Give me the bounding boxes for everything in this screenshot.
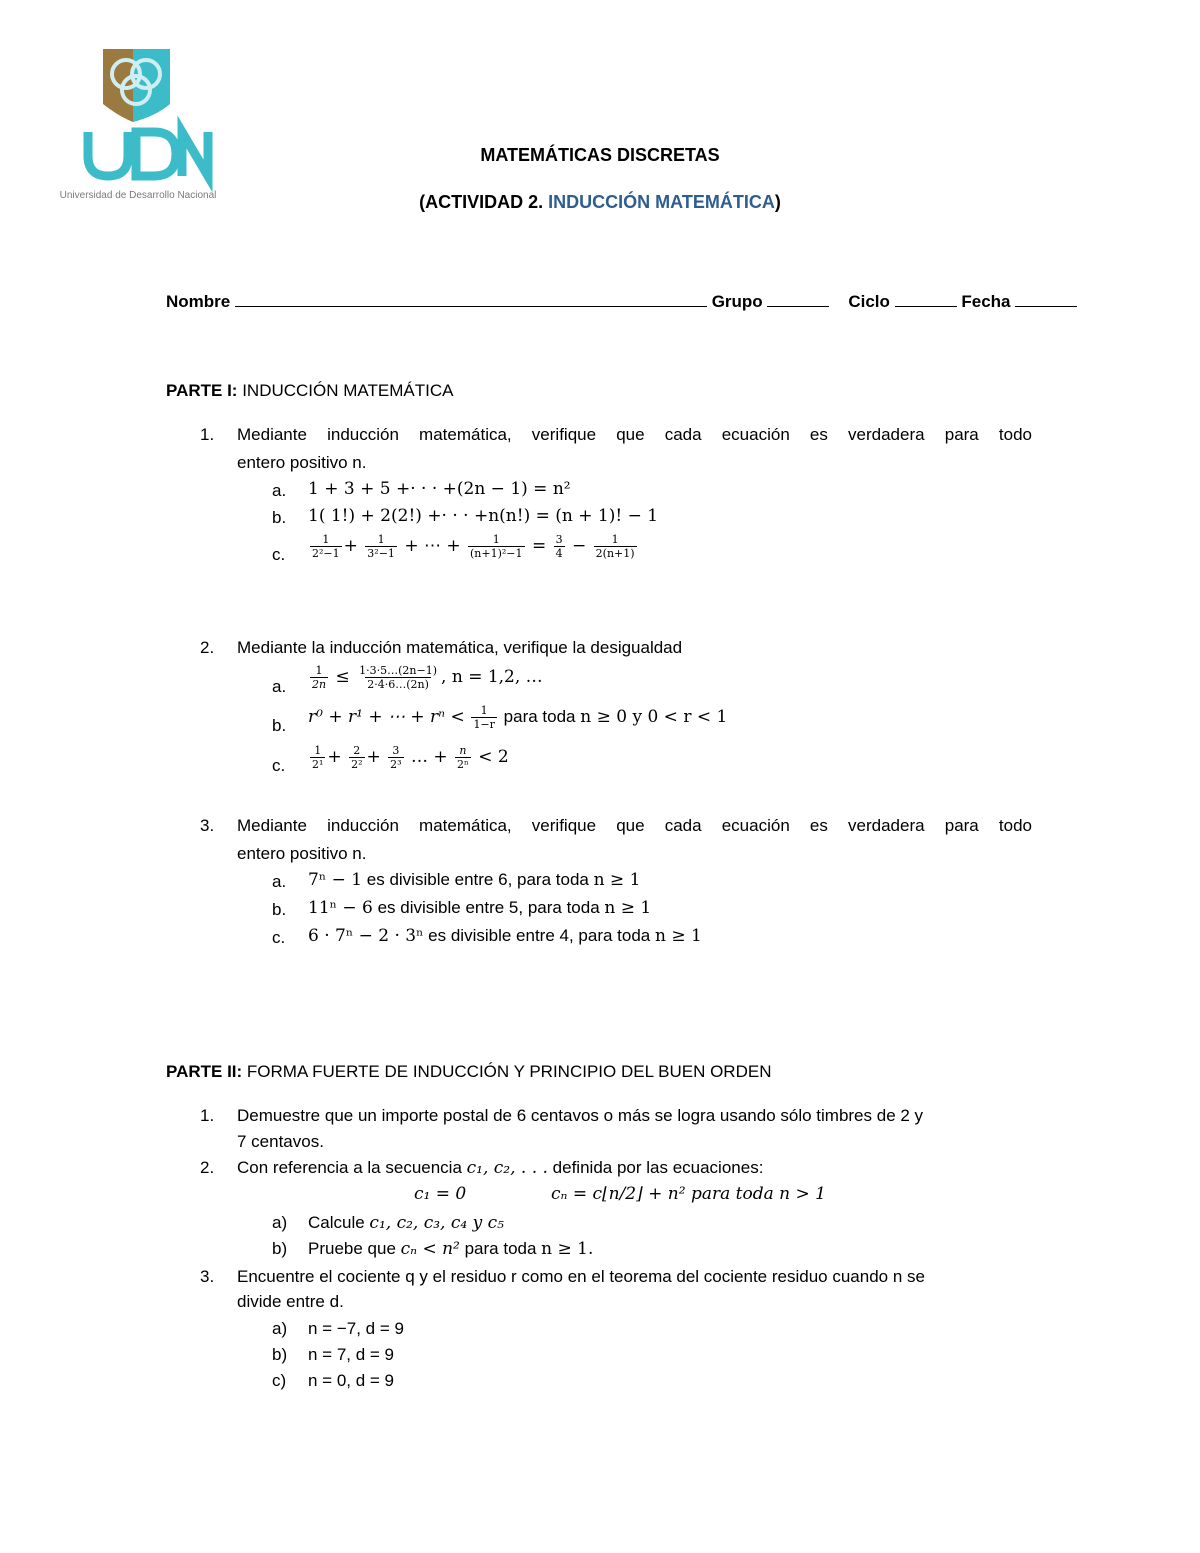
q2-number: 2. bbox=[200, 638, 215, 657]
fraction bbox=[349, 744, 364, 771]
math-term: 1 bbox=[480, 704, 488, 717]
fraction bbox=[468, 533, 525, 560]
q2b-letter: b. bbox=[272, 716, 287, 735]
part2-title: FORMA FUERTE DE INDUCCIÓN Y PRINCIPIO DEL BUEN ORDEN bbox=[242, 1062, 772, 1081]
math-term: cₙ < n² bbox=[400, 1239, 460, 1259]
p2q3a-text: n = −7, d = 9 bbox=[308, 1319, 404, 1338]
fraction bbox=[594, 533, 637, 560]
math-term: es divisible entre 6, para toda bbox=[362, 870, 594, 889]
p2q3c-letter: c) bbox=[272, 1371, 287, 1390]
math-term: = bbox=[531, 536, 547, 556]
fraction bbox=[554, 533, 565, 560]
fraction bbox=[310, 533, 342, 560]
p2q3-text-2: divide entre d. bbox=[237, 1292, 344, 1311]
subtitle-suffix: ) bbox=[774, 192, 781, 212]
q3a-letter: a. bbox=[272, 872, 287, 891]
math-term: n ≥ 1. bbox=[541, 1239, 594, 1259]
page-subtitle bbox=[260, 192, 940, 213]
math-term: 6 · 7ⁿ − 2 · 3ⁿ bbox=[308, 926, 424, 946]
math-term: 2³ bbox=[390, 758, 402, 771]
group-field[interactable] bbox=[767, 292, 829, 307]
math-term: 1·3·5…(2n−1) bbox=[359, 664, 438, 677]
fraction bbox=[310, 744, 325, 771]
q1b-letter: b. bbox=[272, 508, 287, 527]
fraction bbox=[455, 744, 471, 771]
math-term: n bbox=[459, 744, 467, 757]
math-term: 2n bbox=[312, 678, 327, 691]
math-term: (n+1)²−1 bbox=[470, 547, 523, 560]
math-term: c₁, c₂, . . . bbox=[466, 1158, 548, 1178]
subtitle-highlight: INDUCCIÓN MATEMÁTICA bbox=[548, 192, 775, 212]
math-term: Calcule bbox=[308, 1213, 370, 1232]
math-term: 4 bbox=[555, 547, 563, 560]
p2q1-text: Demuestre que un importe postal de 6 centavos o más se logra usando sólo timbres de 2 y bbox=[237, 1106, 924, 1125]
fraction bbox=[310, 664, 328, 691]
student-info-form bbox=[166, 292, 1077, 312]
math-term: 1 bbox=[377, 533, 385, 546]
q3c-item bbox=[308, 926, 702, 946]
math-term: para toda bbox=[503, 706, 576, 726]
math-term: n ≥ 0 y 0 < r < 1 bbox=[580, 706, 728, 727]
math-term: 1 bbox=[322, 533, 330, 546]
math-term: , n = 1,2, … bbox=[441, 667, 543, 687]
math-term: 7ⁿ − 1 bbox=[308, 870, 363, 890]
p2q1-number: 1. bbox=[200, 1106, 215, 1125]
math-term: 2²−1 bbox=[312, 547, 340, 560]
part1-label: PARTE I: bbox=[166, 381, 238, 400]
math-term: Con referencia a la secuencia bbox=[237, 1158, 467, 1177]
math-term: 2² bbox=[351, 758, 363, 771]
math-term: para toda bbox=[459, 1239, 542, 1258]
q1c-letter: c. bbox=[272, 545, 286, 564]
math-term: 2ⁿ bbox=[457, 758, 469, 771]
math-term: 2 bbox=[353, 744, 361, 757]
math-term: 1 bbox=[492, 533, 500, 546]
p2q3c-text: n = 0, d = 9 bbox=[308, 1371, 395, 1390]
q3c-letter: c. bbox=[272, 928, 286, 947]
fraction bbox=[388, 744, 403, 771]
p2q2-text bbox=[237, 1158, 763, 1178]
q2a-letter: a. bbox=[272, 677, 287, 696]
math-term: + ⋯ + bbox=[404, 536, 461, 556]
part1-title: INDUCCIÓN MATEMÁTICA bbox=[237, 381, 454, 400]
date-label: Fecha bbox=[961, 292, 1011, 311]
q2b-expr bbox=[308, 704, 727, 731]
group-label: Grupo bbox=[711, 292, 763, 311]
svg-text:Universidad de Desarrollo Naci: Universidad de Desarrollo Nacional bbox=[59, 190, 217, 201]
q1b-expr: 1( 1!) + 2(2!) +· · · +n(n!) = (n + 1)! − 1 bbox=[308, 506, 659, 526]
p2q1-text-2: 7 centavos. bbox=[237, 1132, 324, 1151]
math-term: 2(n+1) bbox=[595, 547, 635, 560]
part2-label: PARTE II: bbox=[166, 1062, 243, 1081]
q1a-letter: a. bbox=[272, 481, 287, 500]
math-term: 1 bbox=[611, 533, 619, 546]
q3-number: 3. bbox=[200, 816, 215, 835]
math-term: n ≥ 1 bbox=[593, 870, 641, 890]
math-term: < 2 bbox=[478, 747, 509, 767]
q2c-expr: $\frac{1}{\text{2¹}}$ + $\frac{2}{\text{2²}}$ + $\frac{3}{\text{2³}}$ … + $\frac{n}{\text{2ⁿ}}$ < 2 bbox=[312, 744, 509, 771]
q1-number: 1. bbox=[200, 425, 215, 444]
date-field[interactable] bbox=[1015, 292, 1077, 307]
math-term: 1−r bbox=[473, 718, 495, 731]
p2q3b-text: n = 7, d = 9 bbox=[308, 1345, 395, 1364]
math-term: − bbox=[572, 536, 587, 556]
p2q3-number: 3. bbox=[200, 1267, 215, 1286]
q3a-item bbox=[308, 870, 640, 890]
q2-text: Mediante la inducción matemática, verifique la desigualdad bbox=[237, 638, 683, 657]
q1-text: Mediante inducción matemática, verifique que cada ecuación es verdadera para todo bbox=[237, 425, 1032, 444]
math-term: 3²−1 bbox=[367, 547, 395, 560]
part2-heading bbox=[166, 1062, 771, 1082]
q3-text: Mediante inducción matemática, verifique que cada ecuación es verdadera para todo bbox=[237, 816, 1032, 835]
math-term: definida por las ecuaciones: bbox=[547, 1158, 764, 1177]
p2q3-text: Encuentre el cociente q y el residuo r como en el teorema del cociente residuo cuando n se bbox=[237, 1267, 925, 1286]
q1a-expr: 1 + 3 + 5 +· · · +(2n − 1) = n² bbox=[308, 479, 571, 499]
p2q2-eq1: c₁ = 0 bbox=[414, 1184, 467, 1204]
q2a-expr bbox=[308, 664, 543, 691]
part1-heading bbox=[166, 381, 453, 401]
math-term: n ≥ 1 bbox=[654, 926, 702, 946]
math-term: ≤ bbox=[335, 667, 350, 687]
fraction bbox=[357, 664, 439, 691]
math-term: 2·4·6…(2n) bbox=[367, 678, 429, 691]
q3b-item bbox=[308, 898, 651, 918]
cycle-label: Ciclo bbox=[848, 292, 890, 311]
math-term: es divisible entre 4, para toda bbox=[423, 926, 655, 945]
subtitle-prefix: (ACTIVIDAD 2. bbox=[419, 192, 549, 212]
p2q2b-item bbox=[308, 1239, 593, 1259]
math-term: 2¹ bbox=[312, 758, 324, 771]
p2q3b-letter: b) bbox=[272, 1345, 288, 1364]
p2q3a-letter: a) bbox=[272, 1319, 288, 1338]
q1-text-2: entero positivo n. bbox=[237, 453, 367, 472]
math-term: c₁, c₂, c₃, c₄ y c₅ bbox=[369, 1213, 504, 1233]
q3b-letter: b. bbox=[272, 900, 287, 919]
math-term: es divisible entre 5, para toda bbox=[372, 898, 605, 917]
fraction bbox=[471, 704, 496, 731]
math-term: … + bbox=[410, 747, 448, 767]
name-label: Nombre bbox=[166, 292, 231, 311]
p2q2b-letter: b) bbox=[272, 1239, 288, 1258]
q1c-expr: $\frac{1}{\text{2²−1}}$ + $\frac{1}{\text{3²−1}}$ + ⋯ + $\frac{1}{\text{(n+1)²−1}}$ = $\frac{3}{4}$ − $\frac{1}{2(n+1)}$ bbox=[312, 533, 635, 560]
math-term: 1 bbox=[315, 664, 323, 677]
name-field[interactable] bbox=[235, 292, 707, 307]
math-term: 1 bbox=[314, 744, 322, 757]
p2q2a-item bbox=[308, 1213, 504, 1233]
page-title: MATEMÁTICAS DISCRETAS bbox=[480, 145, 720, 165]
fraction bbox=[365, 533, 397, 560]
math-term: n ≥ 1 bbox=[604, 898, 652, 918]
math-term: 3 bbox=[392, 744, 400, 757]
p2q2-number: 2. bbox=[200, 1158, 215, 1177]
q2c-letter: c. bbox=[272, 756, 286, 775]
cycle-field[interactable] bbox=[895, 292, 957, 307]
udn-logo bbox=[58, 44, 218, 204]
math-term: 11ⁿ − 6 bbox=[308, 898, 373, 918]
p2q2a-letter: a) bbox=[272, 1213, 288, 1232]
math-term: Pruebe que bbox=[308, 1239, 401, 1258]
math-term: 3 bbox=[555, 533, 563, 546]
math-term: r⁰ + r¹ + ⋯ + rⁿ < bbox=[308, 706, 465, 727]
udn-shield-icon bbox=[58, 44, 218, 204]
q3-text-2: entero positivo n. bbox=[237, 844, 367, 863]
p2q2-eq2: cₙ = c⌊n/2⌋ + n² para toda n > 1 bbox=[551, 1184, 826, 1204]
